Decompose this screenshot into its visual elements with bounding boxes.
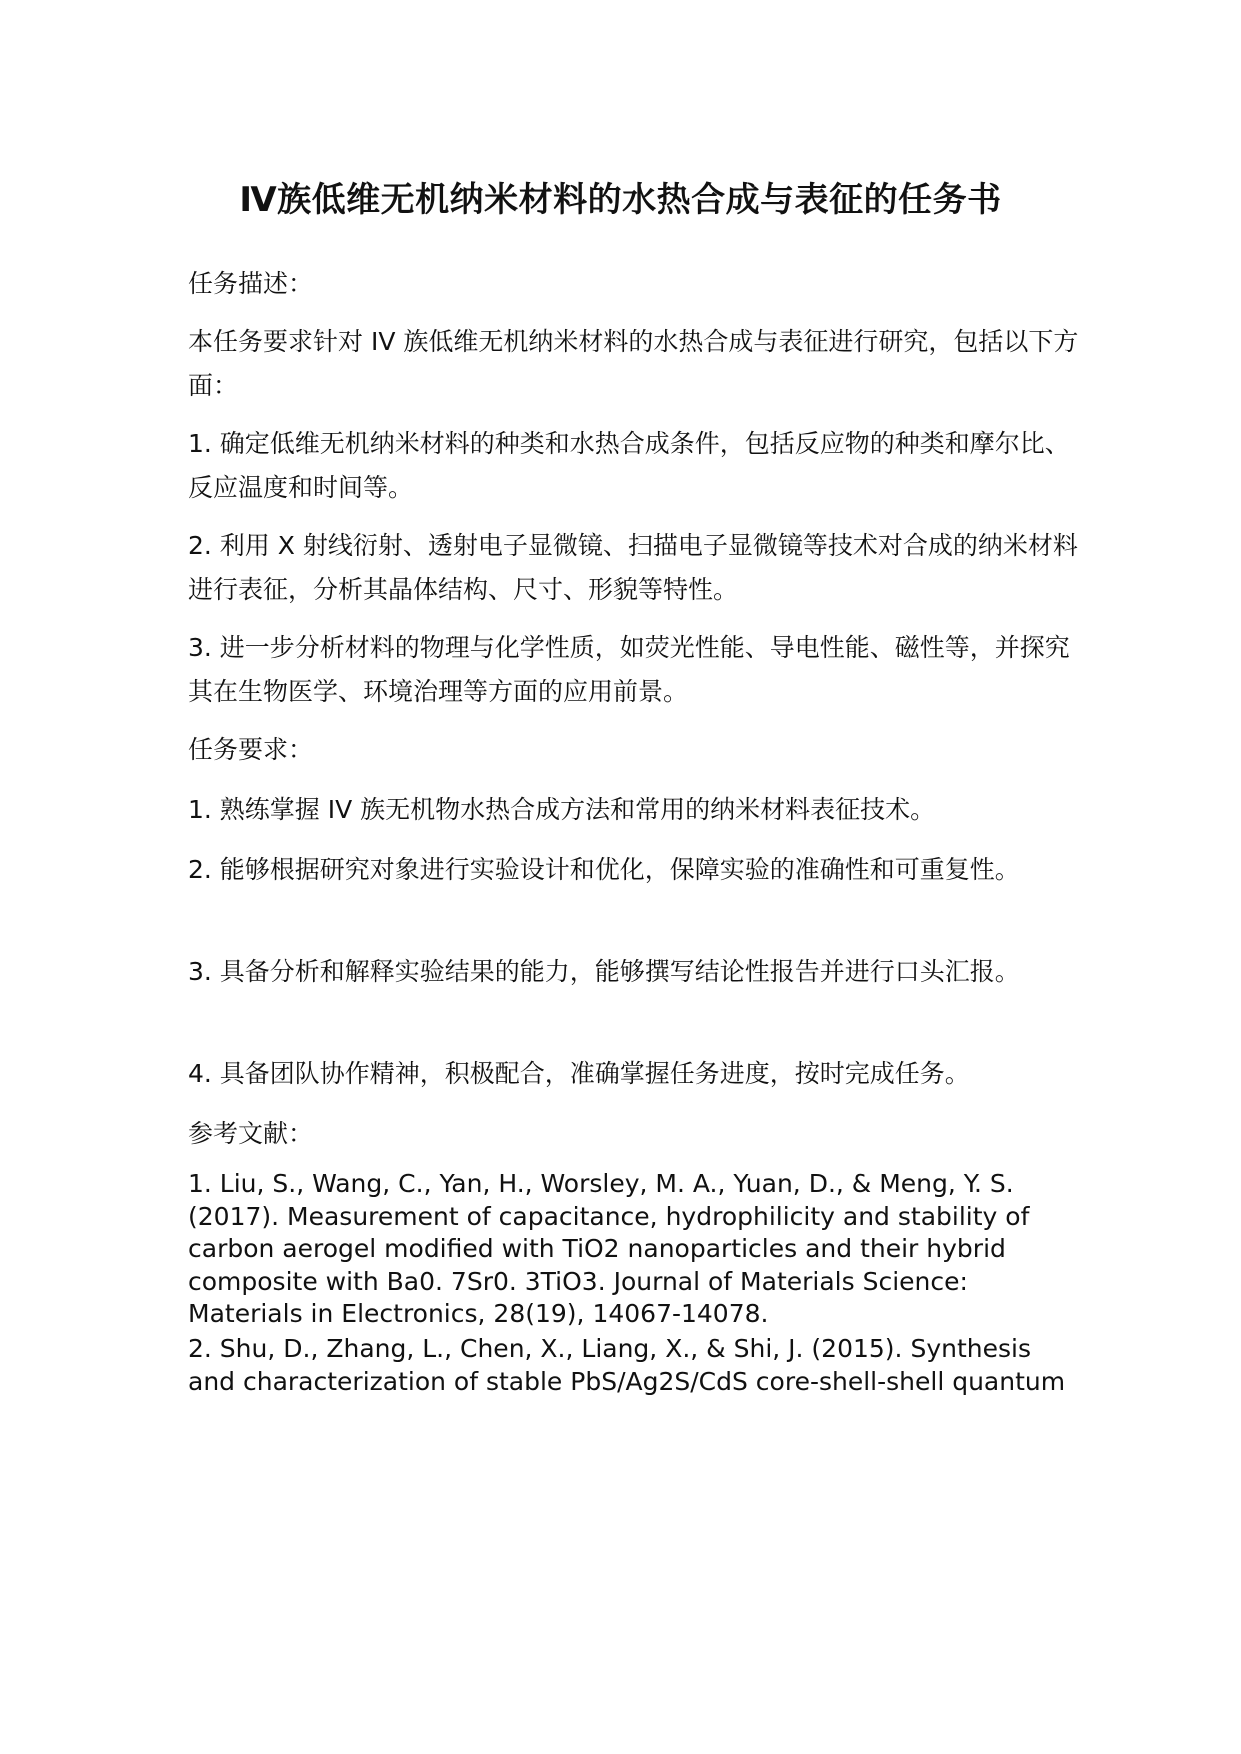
requirements-item-1: 1. 熟练掌握 IV 族无机物水热合成方法和常用的纳米材料表征技术。 (188, 795, 936, 824)
description-item-3: 3. 进一步分析材料的物理与化学性质，如荧光性能、导电性能、磁性等，并探究其在生物医学、环境治理等方面的应用前景。 (188, 633, 1070, 706)
requirements-heading: 任务要求： (188, 735, 314, 764)
description-item-1: 1. 确定低维无机纳米材料的种类和水热合成条件，包括反应物的种类和摩尔比、反应温度和时间等。 (188, 429, 1070, 502)
description-item-2: 2. 利用 X 射线衍射、透射电子显微镜、扫描电子显微镜等技术对合成的纳米材料进行表征，分析其晶体结构、尺寸、形貌等特性。 (188, 531, 1078, 604)
document-title: Ⅳ族低维无机纳米材料的水热合成与表征的任务书 (239, 180, 1002, 220)
requirements-item-2: 2. 能够根据研究对象进行实验设计和优化，保障实验的准确性和可重复性。 (188, 855, 1020, 884)
description-intro: 本任务要求针对 IV 族低维无机纳米材料的水热合成与表征进行研究，包括以下方面： (188, 327, 1079, 400)
reference-item-2: 2. Shu, D., Zhang, L., Chen, X., Liang, X., & Shi, J. (2015). Synthesis and characterization of stable PbS/Ag2S/CdS core-shell-shell quantum (188, 1334, 1066, 1396)
reference-item-1: 1. Liu, S., Wang, C., Yan, H., Worsley, M. A., Yuan, D., & Meng, Y. S. (2017). Measurement of capacitance, hydrophilicity and stability of carbon aerogel modified with TiO2 nanoparticles and their hybrid composite with Ba0. 7Sr0. 3TiO3. Journal of Materials Science: Materials in Electronics, 28(19), 14067-14078. (188, 1169, 1030, 1328)
description-heading: 任务描述： (188, 269, 314, 298)
requirements-item-3: 3. 具备分析和解释实验结果的能力，能够撰写结论性报告并进行口头汇报。 (188, 957, 1020, 986)
references-heading: 参考文献： (188, 1119, 314, 1148)
requirements-item-4: 4. 具备团队协作精神，积极配合，准确掌握任务进度，按时完成任务。 (188, 1059, 970, 1088)
